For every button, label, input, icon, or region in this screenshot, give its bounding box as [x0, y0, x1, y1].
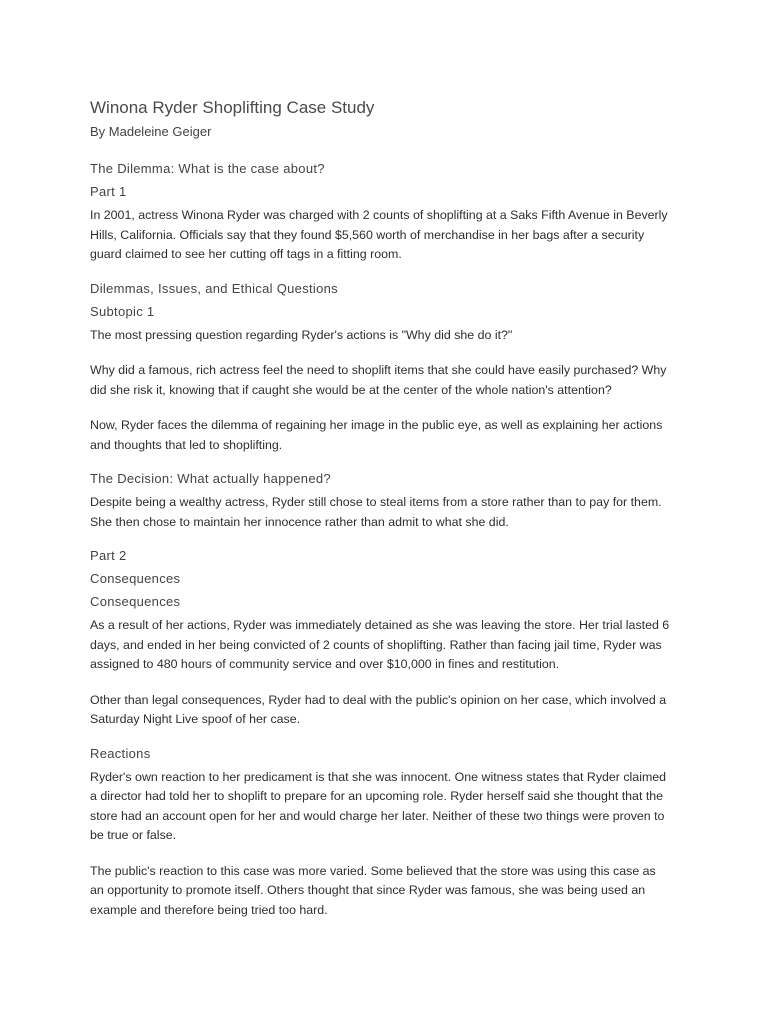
paragraph — [90, 768, 690, 846]
paragraph — [90, 616, 690, 675]
paragraph — [90, 691, 690, 730]
section-heading: Subtopic 1 — [90, 303, 155, 319]
paragraph — [90, 361, 690, 400]
paragraph-line: Now, Ryder faces the dilemma of regaining her image in the public eye, as well as explaining her actions — [90, 418, 663, 432]
paragraph-line: She then chose to maintain her innocence rather than admit to what she did. — [90, 514, 509, 529]
paragraph-line: The most pressing question regarding Ryder's actions is "Why did she do it?" — [90, 327, 513, 342]
paragraph-line: In 2001, actress Winona Ryder was charged with 2 counts of shoplifting at a Saks Fifth Avenue in Beverly — [90, 208, 668, 222]
section-heading: Dilemmas, Issues, and Ethical Questions — [90, 280, 338, 296]
paragraph-line: Saturday Night Live spoof of her case. — [90, 712, 301, 726]
paragraph-line: Despite being a wealthy actress, Ryder still chose to steal items from a store rather than to pay for them. — [90, 495, 662, 509]
paragraph-line: assigned to 480 hours of community service and over $10,000 in fines and restitution. — [90, 657, 560, 671]
paragraph-line: and thoughts that led to shoplifting. — [90, 437, 283, 452]
paragraph-line: Ryder's own reaction to her predicament is that she was innocent. One witness states that Ryder claimed — [90, 769, 667, 784]
section-heading: Part 2 — [90, 548, 127, 563]
section-heading: The Dilemma: What is the case about? — [90, 161, 325, 176]
section-heading: Reactions — [90, 745, 151, 761]
document-page — [90, 96, 690, 920]
paragraph-line: be true or false. — [90, 828, 177, 842]
section-heading: The Decision: What actually happened? — [90, 471, 331, 486]
document-author: By Madeleine Geiger — [90, 124, 212, 139]
section-heading: Consequences — [90, 571, 181, 586]
document-title: Winona Ryder Shoplifting Case Study — [90, 98, 375, 117]
paragraph-line: did she risk it, knowing that if caught she would be at the center of the whole nation's attention? — [90, 382, 612, 397]
paragraph-line: The public's reaction to this case was more varied. Some believed that the store was using this case as — [90, 863, 656, 878]
paragraph-line: guard claimed to see her cutting off tags in a fitting room. — [90, 247, 402, 261]
paragraph-line: example and therefore being tried too hard. — [90, 902, 328, 917]
document-body — [90, 159, 690, 920]
paragraph-line: an opportunity to promote itself. Others thought that since Ryder was famous, she was being used an — [90, 883, 646, 897]
paragraph-line: a director had told her to shoplift to prepare for an upcoming role. Ryder herself said she thought that the — [90, 789, 664, 803]
paragraph — [90, 493, 690, 532]
paragraph-line: Other than legal consequences, Ryder had to deal with the public's opinion on her case, which involved a — [90, 692, 667, 707]
paragraph-line: Why did a famous, rich actress feel the need to shoplift items that she could have easily purchased? Why — [90, 363, 667, 377]
paragraph-line: days, and ended in her being convicted of 2 counts of shoplifting. Rather than facing jail time, Ryder was — [90, 637, 662, 652]
paragraph — [90, 416, 690, 455]
section-heading: Part 1 — [90, 184, 127, 199]
paragraph — [90, 326, 690, 346]
paragraph — [90, 862, 690, 921]
paragraph-line: store had an account open for her and would charge her later. Neither of these two things were proven to — [90, 808, 665, 823]
paragraph-line: Hills, California. Officials say that they found $5,560 worth of merchandise in her bags after a security — [90, 227, 645, 242]
paragraph-line: As a result of her actions, Ryder was immediately detained as she was leaving the store. Her trial lasted 6 — [90, 618, 670, 632]
paragraph — [90, 206, 690, 265]
section-heading: Consequences — [90, 594, 181, 609]
